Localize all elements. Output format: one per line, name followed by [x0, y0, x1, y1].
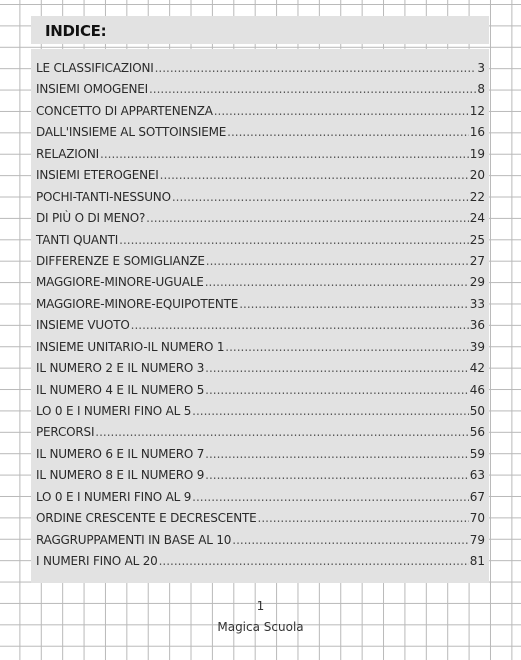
toc-entry-page: 25 [469, 232, 485, 247]
toc-dot-leader [205, 468, 469, 482]
toc-entry-page: 36 [469, 318, 485, 333]
toc-entry-page: 46 [469, 382, 485, 397]
toc-dot-leader [159, 554, 469, 568]
toc-list [36, 61, 485, 576]
toc-entry-title: PERCORSI [36, 425, 95, 440]
toc-entry-page: 63 [469, 468, 485, 483]
toc-entry-title: IL NUMERO 6 E IL NUMERO 7 [36, 446, 205, 461]
toc-entry [36, 275, 485, 296]
toc-dot-leader [131, 318, 469, 332]
toc-entry [36, 297, 485, 318]
toc-dot-leader [119, 233, 469, 247]
toc-entry [36, 61, 485, 82]
toc-entry-title: LO 0 E I NUMERI FINO AL 5 [36, 404, 192, 418]
toc-entry [36, 168, 485, 189]
toc-entry-page: 22 [469, 189, 485, 204]
toc-entry [36, 468, 485, 489]
toc-entry [36, 254, 485, 275]
toc-entry-page: 81 [469, 554, 485, 569]
toc-entry-page: 39 [469, 339, 485, 354]
toc-entry [36, 404, 485, 425]
toc-entry [36, 125, 485, 146]
toc-entry-page: 8 [477, 82, 485, 97]
toc-entry-title: ORDINE CRESCENTE E DECRESCENTE [36, 511, 257, 526]
toc-entry-page: 16 [469, 125, 485, 140]
toc-entry-page: 70 [469, 511, 485, 526]
toc-dot-leader [172, 190, 469, 204]
toc-entry-title: MAGGIORE-MINORE-EQUIPOTENTE [36, 296, 239, 311]
toc-entry-page: 24 [469, 211, 485, 226]
toc-dot-leader [160, 168, 469, 182]
toc-entry-title: INSIEME VUOTO [36, 318, 130, 333]
toc-dot-leader [192, 490, 469, 504]
toc-entry-page: 29 [469, 275, 485, 290]
toc-entry-page: 33 [469, 296, 485, 311]
toc-entry-page: 79 [469, 532, 485, 547]
toc-entry-title: IL NUMERO 4 E IL NUMERO 5 [36, 382, 205, 397]
toc-entry-page: 19 [469, 146, 485, 161]
toc-dot-leader [192, 404, 469, 418]
toc-entry-title: IL NUMERO 8 E IL NUMERO 9 [36, 468, 205, 483]
toc-dot-leader [232, 533, 468, 547]
toc-entry [36, 190, 485, 211]
toc-entry-title: TANTI QUANTI [36, 232, 119, 247]
toc-entry [36, 533, 485, 554]
toc-dot-leader [155, 61, 477, 75]
toc-entry-title: DALL'INSIEME AL SOTTOINSIEME [36, 125, 227, 140]
toc-entry-title: INSIEME UNITARIO-IL NUMERO 1 [36, 339, 225, 354]
toc-entry-title: LE CLASSIFICAZIONI [36, 61, 154, 75]
toc-entry-page: 12 [469, 103, 485, 118]
toc-entry [36, 490, 485, 511]
toc-entry [36, 447, 485, 468]
toc-dot-leader [95, 425, 468, 439]
toc-entry-page: 67 [469, 489, 485, 504]
toc-dot-leader [146, 211, 469, 225]
toc-dot-leader [258, 511, 469, 525]
toc-entry [36, 554, 485, 575]
toc-dot-leader [100, 147, 469, 161]
toc-entry-page: 3 [477, 61, 485, 75]
toc-entry-title: I NUMERI FINO AL 20 [36, 554, 158, 569]
toc-entry-title: RAGGRUPPAMENTI IN BASE AL 10 [36, 532, 232, 547]
toc-entry [36, 147, 485, 168]
toc-entry-page: 20 [469, 168, 485, 183]
toc-entry-page: 27 [469, 253, 485, 268]
toc-entry-title: CONCETTO DI APPARTENENZA [36, 103, 213, 118]
toc-entry [36, 233, 485, 254]
toc-entry-title: MAGGIORE-MINORE-UGUALE [36, 275, 204, 290]
toc-dot-leader [205, 383, 469, 397]
toc-dot-leader [227, 125, 469, 139]
toc-dot-leader [206, 254, 469, 268]
table-of-contents [31, 49, 489, 583]
toc-entry [36, 82, 485, 103]
toc-dot-leader [214, 104, 469, 118]
toc-entry-title: POCHI-TANTI-NESSUNO [36, 189, 171, 204]
footer-brand: Magica Scuola [217, 620, 304, 634]
toc-entry [36, 425, 485, 446]
toc-entry-page: 59 [469, 446, 485, 461]
index-title: INDICE: [45, 22, 107, 40]
toc-entry-page: 56 [469, 425, 485, 440]
page-number: 1 [256, 599, 265, 613]
toc-entry-page: 50 [469, 404, 485, 418]
toc-dot-leader [205, 361, 469, 375]
toc-dot-leader [205, 447, 469, 461]
toc-entry [36, 104, 485, 125]
toc-entry-title: INSIEMI ETEROGENEI [36, 168, 159, 183]
toc-entry-title: IL NUMERO 2 E IL NUMERO 3 [36, 361, 205, 376]
toc-entry [36, 511, 485, 532]
index-header [31, 16, 489, 44]
toc-entry-title: DIFFERENZE E SOMIGLIANZE [36, 253, 205, 268]
toc-dot-leader [205, 275, 469, 289]
toc-entry [36, 361, 485, 382]
toc-entry-title: LO 0 E I NUMERI FINO AL 9 [36, 489, 192, 504]
toc-entry-page: 42 [469, 361, 485, 376]
toc-entry [36, 211, 485, 232]
toc-entry [36, 340, 485, 361]
toc-entry-title: DI PIÙ O DI MENO? [36, 211, 146, 226]
toc-entry-title: RELAZIONI [36, 146, 100, 161]
toc-dot-leader [239, 297, 469, 311]
toc-entry [36, 383, 485, 404]
toc-entry-title: INSIEMI OMOGENEI [36, 82, 148, 97]
toc-dot-leader [225, 340, 468, 354]
toc-dot-leader [149, 82, 476, 96]
toc-entry [36, 318, 485, 339]
